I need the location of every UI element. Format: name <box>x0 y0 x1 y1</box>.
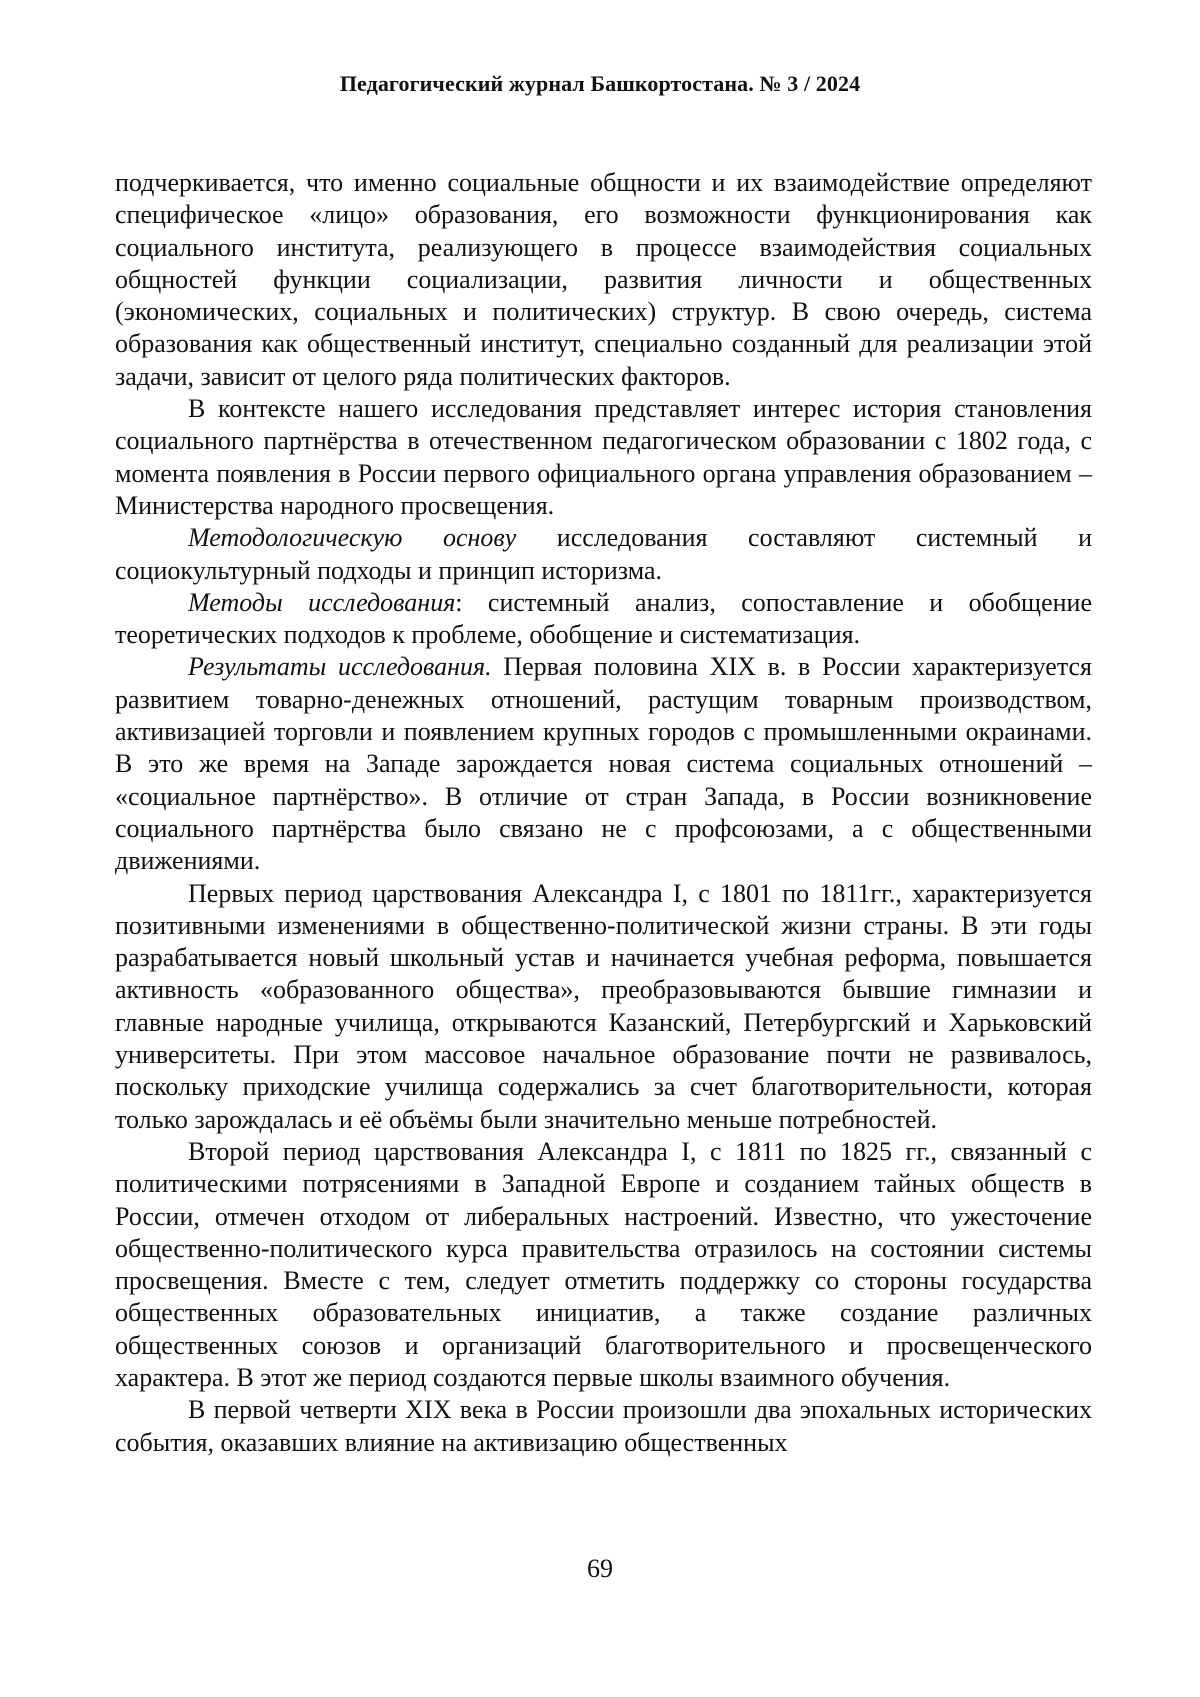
results-lead: Результаты исследования. <box>188 652 492 682</box>
paragraph-first-quarter: В первой четверти XIX века в России произошли два эпохальных исторических события, оказавших влияние на активизацию общественных <box>115 1395 1092 1457</box>
methods-text: : системный анализ, сопоставление и обобщение теоретических подходов к проблеме, обобщение и систематизация. <box>115 587 1092 650</box>
running-header: Педагогический журнал Башкортостана. № 3 / 2024 <box>339 71 861 96</box>
results-text: Первая половина XIX в. в России характеризуется развитием товарно-денежных отношений, растущим товарным производством, активизацией торговли и появлением крупных городов с промышленными окраинами. В это же время на Западе зарождается новая система социальных отношений – «социальное партнёрство». В отличие от стран Запада, в России возникновение социального партнёрства было связано не с профсоюзами, а с общественными движениями. <box>115 652 1092 876</box>
methodology-text: исследования составляют системный и социокультурный подходы и принцип историзма. <box>115 523 1092 585</box>
paragraph-context: В контексте нашего исследования представляет интерес история становления социального партнёрства в отечественном педагогическом образовании с 1802 года, с момента появления в России первого официального органа управления образованием – Министерства народного просвещения. <box>115 394 1092 520</box>
paragraph-results <box>115 651 1092 877</box>
methods-lead: Методы исследования <box>188 587 456 617</box>
paragraph-first-period: Первых период царствования Александра I, с 1801 по 1811гг., характеризуется позитивными изменениями в общественно-политической жизни страны. В эти годы разрабатывается новый школьный устав и начинается учебная реформа, повышается активность «образованного общества», преобразовываются бывшие гимназии и главные народные училища, открываются Казанский, Петербургский и Харьковский университеты. При этом массовое начальное образование почти не развивалось, поскольку приходские училища содержались за счет благотворительности, которая только зарождалась и её объёмы были значительно меньше потребностей. <box>115 878 1092 1134</box>
paragraph-continuation: подчеркивается, что именно социальные общности и их взаимодействие определяют специфическое «лицо» образования, его возможности функционирования как социального института, реализующего в процессе взаимодействия социальных общностей функции социализации, развития личности и общественных (экономических, социальных и политических) структур. В свою очередь, система образования как общественный институт, специально созданный для реализации этой задачи, зависит от целого ряда политических факторов. <box>115 168 1092 391</box>
paragraph-methodology <box>115 522 1092 587</box>
paragraph-methods <box>115 587 1092 652</box>
page-number: 69 <box>587 1554 613 1583</box>
methodology-lead: Методологическую основу <box>188 523 517 553</box>
article-body <box>115 167 1092 1459</box>
paragraph-second-period: Второй период царствования Александра I, с 1811 по 1825 гг., связанный с политическими потрясениями в Западной Европе и созданием тайных обществ в России, отмечен отходом от либеральных настроений. Известно, что ужесточение общественно-политического курса правительства отразилось на состоянии системы просвещения. Вместе с тем, следует отметить поддержку со стороны государства общественных образовательных инициатив, а также создание различных общественных союзов и организаций благотворительного и просвещенческого характера. В этот же период создаются первые школы взаимного обучения. <box>115 1136 1092 1392</box>
